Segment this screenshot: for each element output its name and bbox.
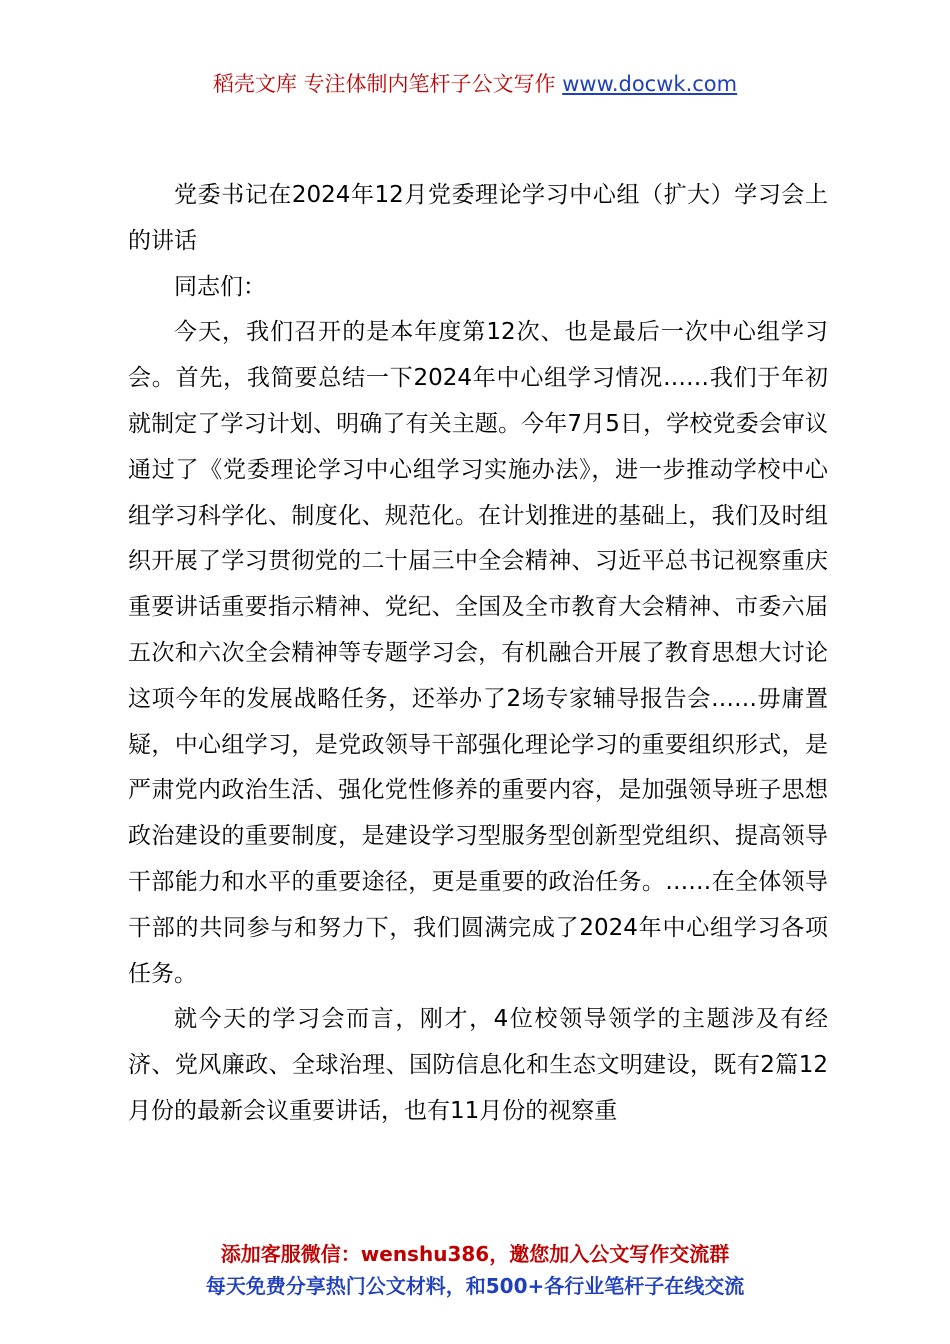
- document-title: 党委书记在2024年12月党委理论学习中心组（扩大）学习会上的讲话: [128, 182, 828, 254]
- brand-slogan: 稻壳文库 专注体制内笔杆子公文写作: [212, 72, 563, 96]
- footer-line-2: 每天免费分享热门公文材料，和500+各行业笔杆子在线交流: [205, 1274, 745, 1298]
- body-paragraph-2: 就今天的学习会而言，刚才，4位校领导领学的主题涉及有经济、党风廉政、全球治理、国防信息化和生态文明建设，既有2篇12月份的最新会议重要讲话，也有11月份的视察重: [128, 1006, 828, 1124]
- header-banner: [0, 68, 950, 100]
- footer-promo: [0, 1238, 950, 1302]
- site-url-link[interactable]: www.docwk.com: [562, 72, 738, 96]
- salutation: 同志们：: [174, 273, 266, 300]
- footer-invite-text: ，邀您加入公文写作交流群: [489, 1242, 730, 1266]
- body-paragraph-1: 今天，我们召开的是本年度第12次、也是最后一次中心组学习会。首先，我简要总结一下2024年中心组学习情况……我们于年初就制定了学习计划、明确了有关主题。今年7月5日，学校党委会审议通过了《党委理论学习中心组学习实施办法》，进一步推动学校中心组学习科学化、制度化、规范化。在计划推进的基础上，我们及时组织开展了学习贯彻党的二十届三中全会精神、习近平总书记视察重庆重要讲话重要指示精神、党纪、全国及全市教育大会精神、市委六届五次和六次全会精神等专题学习会，有机融合开展了教育思想大讨论这项今年的发展战略任务，还举办了2场专家辅导报告会……毋庸置疑，中心组学习，是党政领导干部强化理论学习的重要组织形式，是严肃党内政治生活、强化党性修养的重要内容，是加强领导班子思想政治建设的重要制度，是建设学习型服务型创新型党组织、提高领导干部能力和水平的重要途径，更是重要的政治任务。……在全体领导干部的共同参与和努力下，我们圆满完成了2024年中心组学习各项任务。: [128, 319, 828, 987]
- wechat-id[interactable]: wenshu386: [360, 1242, 490, 1266]
- footer-line-1: [0, 1238, 950, 1270]
- document-body: [128, 173, 828, 1135]
- footer-wechat-label: 添加客服微信：: [220, 1242, 361, 1266]
